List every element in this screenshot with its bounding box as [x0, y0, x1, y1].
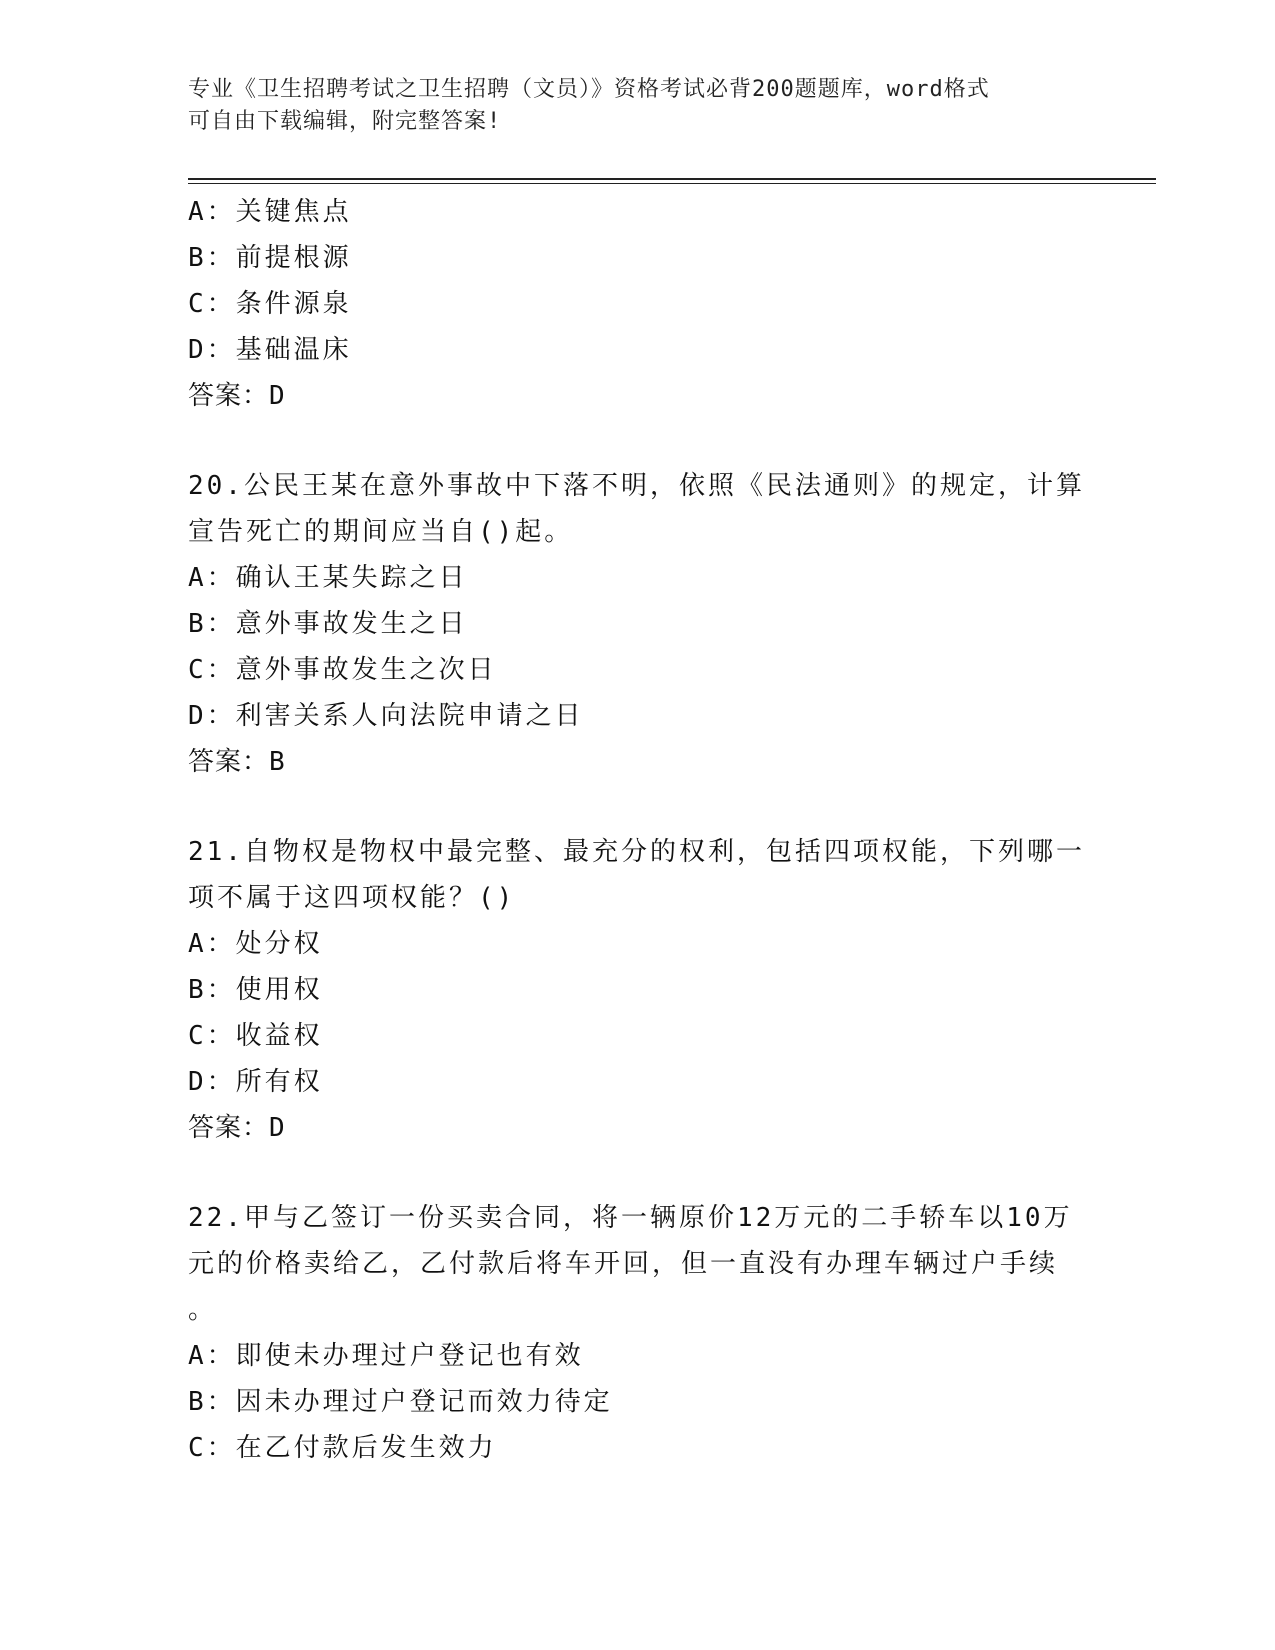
answer-line: 答案：D — [188, 381, 286, 411]
option-b: B：前提根源 — [188, 243, 352, 273]
question-stem — [188, 463, 1088, 555]
stem-line: 21.自物权是物权中最完整、最充分的权利，包括四项权能，下列哪一 — [188, 837, 1085, 867]
option-b: B：使用权 — [188, 975, 323, 1005]
spacer — [188, 785, 1088, 829]
header-divider-thin — [188, 183, 1156, 184]
option-c: C：在乙付款后发生效力 — [188, 1433, 497, 1463]
option-b: B：因未办理过户登记而效力待定 — [188, 1387, 613, 1417]
stem-line: 20.公民王某在意外事故中下落不明，依照《民法通则》的规定，计算 — [188, 471, 1085, 501]
spacer — [188, 1151, 1088, 1195]
header-divider-thick — [188, 178, 1156, 180]
answer-line: 答案：B — [188, 747, 286, 777]
answer-line: 答案：D — [188, 1113, 286, 1143]
option-d: D：利害关系人向法院申请之日 — [188, 701, 584, 731]
option-b: B：意外事故发生之日 — [188, 609, 468, 639]
option-a: A：关键焦点 — [188, 197, 352, 227]
question-stem — [188, 829, 1088, 921]
question-20 — [188, 463, 1088, 785]
option-d: D：所有权 — [188, 1067, 323, 1097]
option-a: A：即使未办理过户登记也有效 — [188, 1341, 584, 1371]
option-c: C：意外事故发生之次日 — [188, 655, 497, 685]
stem-line: 项不属于这四项权能？() — [188, 883, 516, 913]
header-line-2: 可自由下载编辑，附完整答案! — [188, 109, 502, 134]
option-a: A：确认王某失踪之日 — [188, 563, 468, 593]
question-21 — [188, 829, 1088, 1151]
option-c: C：收益权 — [188, 1021, 323, 1051]
document-header — [188, 74, 1068, 138]
stem-line: 。 — [188, 1295, 218, 1325]
question-list — [188, 189, 1088, 1471]
stem-line: 元的价格卖给乙，乙付款后将车开回，但一直没有办理车辆过户手续 — [188, 1249, 1059, 1279]
question-22 — [188, 1195, 1088, 1471]
spacer — [188, 419, 1088, 463]
option-d: D：基础温床 — [188, 335, 352, 365]
stem-line: 22.甲与乙签订一份买卖合同，将一辆原价12万元的二手轿车以10万 — [188, 1203, 1073, 1233]
stem-line: 宣告死亡的期间应当自()起。 — [188, 517, 574, 547]
header-line-1: 专业《卫生招聘考试之卫生招聘（文员）》资格考试必背200题题库，word格式 — [188, 77, 990, 102]
option-c: C：条件源泉 — [188, 289, 352, 319]
option-a: A：处分权 — [188, 929, 323, 959]
question-19-continued — [188, 189, 1088, 419]
question-stem — [188, 1195, 1088, 1333]
